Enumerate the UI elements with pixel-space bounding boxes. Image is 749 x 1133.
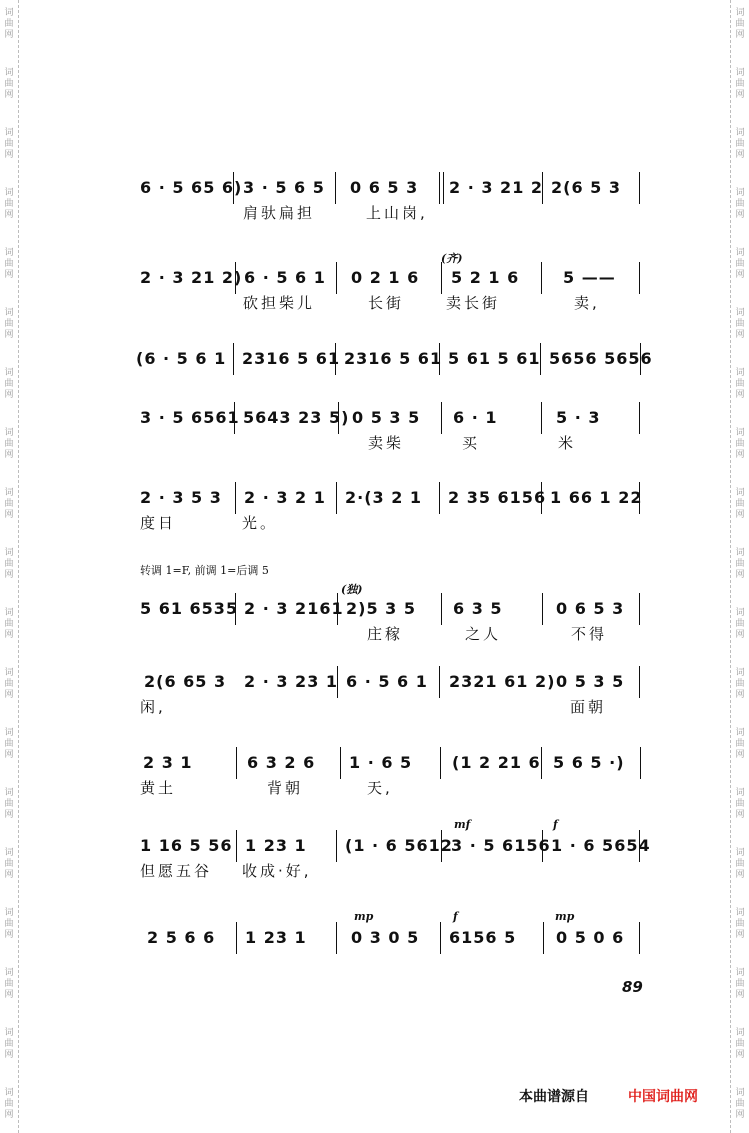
watermark-char: 曲 [735, 439, 745, 449]
watermark-char: 曲 [735, 679, 745, 689]
lyric-text: 光。 [242, 514, 279, 532]
measure-notes: 6 3 2 6 [247, 753, 316, 772]
bar-line [441, 262, 442, 294]
watermark-char: 词 [735, 548, 745, 558]
watermark-char: 词 [4, 848, 14, 858]
measure-notes: 6 · 1 [453, 408, 498, 427]
bar-line [440, 747, 441, 779]
bar-line [639, 262, 640, 294]
watermark-char: 词 [4, 668, 14, 678]
watermark-char: 曲 [4, 679, 14, 689]
bar-line [337, 593, 338, 625]
watermark-char: 网 [735, 30, 745, 40]
bar-line [236, 922, 237, 954]
watermark-char: 曲 [4, 559, 14, 569]
lyric-text: 黄土 [140, 779, 177, 797]
bar-line [340, 747, 341, 779]
bar-line [639, 922, 640, 954]
measure-notes: 0 6 5 3 [556, 599, 625, 618]
watermark-char: 词 [4, 428, 14, 438]
measure-notes: 1 · 6 5654 [551, 836, 651, 855]
watermark-char: 网 [4, 30, 14, 40]
measure-notes: 2316 5 61 [242, 349, 341, 368]
watermark-char: 词 [735, 308, 745, 318]
watermark-char: 网 [735, 750, 745, 760]
bar-line [639, 172, 640, 204]
bar-line [439, 172, 444, 204]
measure-notes: 2 5 6 6 [147, 928, 216, 947]
watermark-char: 网 [4, 210, 14, 220]
watermark-char: 词 [4, 188, 14, 198]
watermark-char: 网 [4, 630, 14, 640]
measure-notes: 0 5 3 5 [352, 408, 421, 427]
watermark-char: 网 [735, 1050, 745, 1060]
lyric-text: 上山岗, [366, 204, 428, 222]
bar-line [336, 482, 337, 514]
bar-line [440, 922, 441, 954]
watermark-char: 曲 [4, 379, 14, 389]
measure-notes: 1 16 5 56 [140, 836, 233, 855]
bar-line [336, 922, 337, 954]
lyric-text: 卖长街 [446, 294, 501, 312]
watermark-char: 网 [735, 210, 745, 220]
lyric-text: 背朝 [267, 779, 304, 797]
watermark-char: 网 [4, 150, 14, 160]
watermark-char: 曲 [4, 19, 14, 29]
watermark-char: 网 [4, 750, 14, 760]
watermark-char: 网 [4, 1050, 14, 1060]
watermark-char: 曲 [4, 739, 14, 749]
measure-notes: 5 61 6535 [140, 599, 239, 618]
bar-line [236, 747, 237, 779]
watermark-char: 网 [4, 90, 14, 100]
source-site-link[interactable]: 中国词曲网 [628, 1089, 698, 1105]
source-label: 本曲谱源自 [519, 1089, 589, 1105]
watermark-char: 词 [735, 608, 745, 618]
lyric-text: 闲, [140, 698, 166, 716]
watermark-char: 网 [735, 870, 745, 880]
watermark-char: 曲 [4, 79, 14, 89]
watermark-char: 曲 [735, 379, 745, 389]
bar-line [441, 402, 442, 434]
watermark-char: 网 [4, 570, 14, 580]
watermark-char: 网 [4, 930, 14, 940]
bar-line [236, 830, 237, 862]
watermark-char: 词 [4, 728, 14, 738]
lyric-text: 庄稼 [367, 625, 404, 643]
watermark-char: 网 [735, 150, 745, 160]
bar-line [441, 830, 442, 862]
bar-line [233, 172, 234, 204]
dynamic-marking: (独) [341, 583, 363, 596]
watermark-char: 曲 [4, 619, 14, 629]
score-line [0, 656, 749, 736]
measure-notes: 5 2 1 6 [451, 268, 520, 287]
watermark-char: 词 [4, 308, 14, 318]
measure-notes: 2·(3 2 1 [345, 488, 423, 507]
measure-notes: (1 2 21 6 [452, 753, 541, 772]
measure-notes: 2 35 6156 [448, 488, 547, 507]
watermark-char: 曲 [735, 499, 745, 509]
watermark-char: 网 [4, 870, 14, 880]
measure-notes: 5643 23 5) [243, 408, 350, 427]
lyric-text: 肩驮扁担 [243, 204, 316, 222]
lyric-text: 之人 [465, 625, 502, 643]
watermark-char: 网 [735, 270, 745, 280]
watermark-char: 词 [735, 488, 745, 498]
bar-line [234, 402, 235, 434]
watermark-char: 曲 [4, 439, 14, 449]
watermark-char: 词 [735, 68, 745, 78]
watermark-char: 曲 [4, 1039, 14, 1049]
measure-notes: 1 23 1 [245, 836, 307, 855]
watermark-char: 曲 [735, 919, 745, 929]
bar-line [337, 666, 338, 698]
measure-notes: 2 · 3 2 1 [244, 488, 326, 507]
bar-line [439, 343, 440, 375]
watermark-char: 词 [735, 728, 745, 738]
watermark-char: 网 [735, 690, 745, 700]
watermark-char: 曲 [4, 499, 14, 509]
bar-line [335, 172, 336, 204]
measure-notes: 0 5 3 5 [556, 672, 625, 691]
bar-line [639, 830, 640, 862]
watermark-char: 曲 [735, 799, 745, 809]
lyric-text: 米 [558, 434, 577, 452]
watermark-char: 词 [735, 428, 745, 438]
watermark-char: 词 [735, 248, 745, 258]
measure-notes: 0 5 0 6 [556, 928, 625, 947]
measure-notes: 2 · 3 2161 [244, 599, 344, 618]
lyric-text: 卖柴 [368, 434, 405, 452]
measure-notes: 5 6 5 ·) [553, 753, 625, 772]
measure-notes: 5 · 3 [556, 408, 601, 427]
watermark-char: 网 [735, 930, 745, 940]
measure-notes: 1 66 1 22 [550, 488, 643, 507]
bar-line [235, 482, 236, 514]
key-change-note: 转调 1=F, 前调 1=后调 5 [140, 564, 269, 577]
bar-line [235, 262, 236, 294]
measure-notes: 5 —— [563, 268, 616, 287]
watermark-char: 网 [735, 390, 745, 400]
bar-line [640, 747, 641, 779]
watermark-char: 词 [4, 68, 14, 78]
measure-notes: 3 · 5 6156 [451, 836, 551, 855]
watermark-char: 网 [4, 810, 14, 820]
watermark-char: 词 [4, 908, 14, 918]
bar-line [439, 666, 440, 698]
watermark-char: 网 [735, 570, 745, 580]
bar-line [336, 830, 337, 862]
bar-line [543, 922, 544, 954]
watermark-char: 词 [4, 248, 14, 258]
watermark-char: 曲 [4, 259, 14, 269]
dynamic-marking: f [453, 910, 458, 923]
watermark-char: 网 [735, 450, 745, 460]
measure-notes: 2 · 3 21 2) [140, 268, 243, 287]
measure-notes: 2 · 3 21 2 [449, 178, 544, 197]
measure-notes: 1 · 6 5 [349, 753, 413, 772]
watermark-char: 网 [735, 630, 745, 640]
dynamic-marking: f [553, 818, 558, 831]
lyric-text: 面朝 [570, 698, 607, 716]
watermark-char: 词 [735, 668, 745, 678]
watermark-char: 网 [4, 990, 14, 1000]
bar-line [542, 830, 543, 862]
watermark-char: 曲 [4, 319, 14, 329]
measure-notes: 2 3 1 [143, 753, 193, 772]
measure-notes: 6 · 5 65 6) [140, 178, 243, 197]
lyric-text: 天, [367, 779, 393, 797]
watermark-char: 网 [4, 330, 14, 340]
watermark-char: 词 [4, 488, 14, 498]
measure-notes: 0 6 5 3 [350, 178, 419, 197]
watermark-char: 词 [735, 848, 745, 858]
watermark-char: 曲 [735, 139, 745, 149]
measure-notes: 2)5 3 5 [346, 599, 416, 618]
bar-line [541, 402, 542, 434]
watermark-char: 网 [735, 1110, 745, 1120]
measure-notes: 5656 5656 [549, 349, 653, 368]
measure-notes: 2(6 65 3 [144, 672, 227, 691]
bar-line [439, 482, 440, 514]
watermark-char: 网 [735, 330, 745, 340]
watermark-char: 词 [735, 368, 745, 378]
bar-line [542, 593, 543, 625]
dynamic-marking: mf [454, 818, 471, 831]
watermark-char: 网 [735, 990, 745, 1000]
watermark-char: 网 [4, 270, 14, 280]
watermark-char: 曲 [4, 199, 14, 209]
watermark-char: 曲 [4, 919, 14, 929]
watermark-char: 曲 [4, 859, 14, 869]
measure-notes: 6 · 5 6 1 [346, 672, 428, 691]
watermark-char: 网 [735, 90, 745, 100]
bar-line [541, 747, 542, 779]
score-line [0, 162, 749, 242]
measure-notes: 3 · 5 6561 [140, 408, 240, 427]
lyric-text: 不得 [571, 625, 608, 643]
score-line [0, 820, 749, 900]
watermark-char: 曲 [735, 19, 745, 29]
watermark-char: 词 [4, 1088, 14, 1098]
bar-line [542, 172, 543, 204]
measure-notes: 0 2 1 6 [351, 268, 420, 287]
watermark-char: 网 [4, 1110, 14, 1120]
watermark-char: 网 [4, 690, 14, 700]
measure-notes: 5 61 5 61 [448, 349, 541, 368]
score-line [0, 472, 749, 552]
measure-notes: 6 3 5 [453, 599, 503, 618]
watermark-char: 词 [4, 8, 14, 18]
lyric-text: 买 [462, 434, 481, 452]
bar-line [639, 482, 640, 514]
bar-line [639, 666, 640, 698]
page-number: 89 [622, 978, 643, 996]
watermark-char: 曲 [4, 979, 14, 989]
bar-line [541, 482, 542, 514]
lyric-text: 砍担柴儿 [243, 294, 316, 312]
watermark-char: 词 [4, 368, 14, 378]
measure-notes: 1 23 1 [245, 928, 307, 947]
measure-notes: 2321 61 2) [449, 672, 556, 691]
watermark-char: 曲 [735, 1039, 745, 1049]
watermark-char: 词 [735, 8, 745, 18]
watermark-char: 词 [735, 1088, 745, 1098]
watermark-char: 词 [4, 548, 14, 558]
watermark-char: 词 [4, 608, 14, 618]
watermark-char: 词 [735, 1028, 745, 1038]
watermark-char: 词 [4, 968, 14, 978]
watermark-char: 曲 [735, 199, 745, 209]
watermark-char: 曲 [735, 79, 745, 89]
watermark-char: 词 [4, 128, 14, 138]
measure-notes: 6 · 5 6 1 [244, 268, 326, 287]
watermark-char: 词 [735, 968, 745, 978]
score-line [0, 737, 749, 817]
watermark-char: 网 [4, 450, 14, 460]
measure-notes: 2 · 3 23 1 [244, 672, 339, 691]
lyric-text: 卖, [574, 294, 600, 312]
bar-line [639, 402, 640, 434]
watermark-char: 词 [735, 908, 745, 918]
bar-line [541, 262, 542, 294]
score-line [0, 583, 749, 663]
lyric-text: 收成·好, [242, 862, 312, 880]
watermark-char: 网 [735, 810, 745, 820]
watermark-char: 曲 [4, 1099, 14, 1109]
watermark-char: 曲 [4, 799, 14, 809]
watermark-char: 词 [735, 128, 745, 138]
watermark-char: 词 [4, 788, 14, 798]
dynamic-marking: (齐) [441, 252, 463, 265]
bar-line [640, 343, 641, 375]
bar-line [441, 593, 442, 625]
measure-notes: 2 · 3 5 3 [140, 488, 222, 507]
watermark-char: 词 [735, 788, 745, 798]
watermark-char: 网 [4, 390, 14, 400]
bar-line [639, 593, 640, 625]
bar-line [235, 593, 236, 625]
score-line [0, 392, 749, 472]
bar-line [335, 343, 336, 375]
measure-notes: 2316 5 61 [344, 349, 443, 368]
bar-line [336, 262, 337, 294]
watermark-char: 曲 [735, 259, 745, 269]
dynamic-marking: mp [354, 910, 374, 923]
lyric-text: 长街 [368, 294, 405, 312]
lyric-text: 但愿五谷 [140, 862, 213, 880]
watermark-char: 网 [735, 510, 745, 520]
measure-notes: (1 · 6 5612 [345, 836, 453, 855]
watermark-char: 曲 [735, 739, 745, 749]
measure-notes: (6 · 5 6 1 [136, 349, 227, 368]
score-line [0, 252, 749, 332]
measure-notes: 2(6 5 3 [551, 178, 621, 197]
bar-line [540, 343, 541, 375]
watermark-char: 曲 [735, 859, 745, 869]
bar-line [338, 402, 339, 434]
watermark-char: 曲 [735, 319, 745, 329]
watermark-char: 词 [735, 188, 745, 198]
lyric-text: 度日 [140, 514, 177, 532]
watermark-char: 曲 [735, 619, 745, 629]
watermark-char: 曲 [4, 139, 14, 149]
watermark-char: 曲 [735, 559, 745, 569]
bar-line [233, 343, 234, 375]
measure-notes: 0 3 0 5 [351, 928, 420, 947]
measure-notes: 3 · 5 6 5 [243, 178, 325, 197]
measure-notes: 6156 5 [449, 928, 517, 947]
watermark-char: 曲 [735, 979, 745, 989]
dynamic-marking: mp [555, 910, 575, 923]
watermark-char: 曲 [735, 1099, 745, 1109]
watermark-char: 网 [4, 510, 14, 520]
watermark-char: 词 [4, 1028, 14, 1038]
